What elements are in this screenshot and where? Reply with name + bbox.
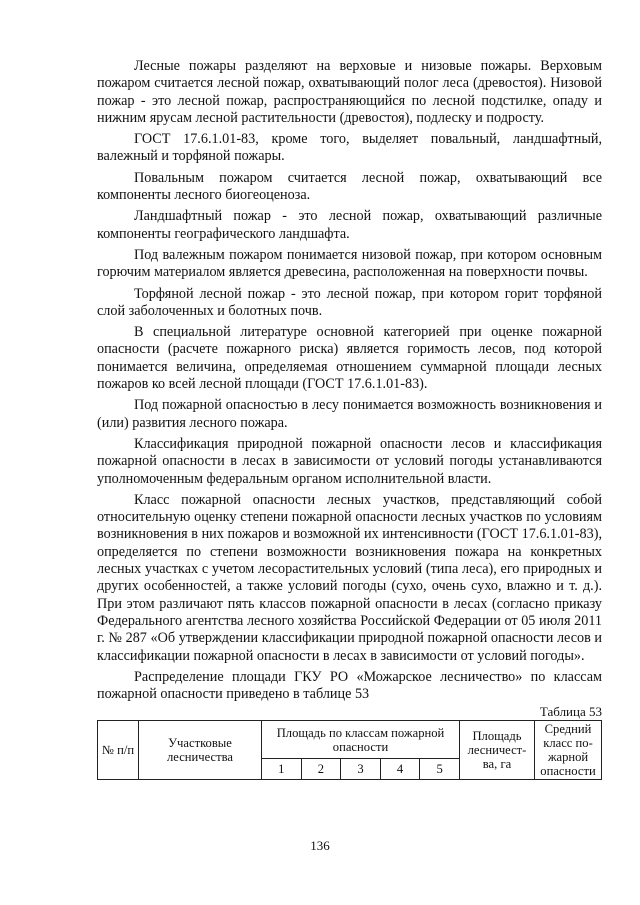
- class-column-header: 1: [262, 759, 302, 780]
- paragraph: Торфяной лесной пожар - это лесной пожар, при котором горит торфяной слой заболоченных и болотных почв.: [97, 285, 602, 319]
- header-total-area: Площадь лесничест-ва, га: [460, 721, 535, 780]
- header-number: № п/п: [98, 721, 139, 780]
- paragraph: Ландшафтный пожар - это лесной пожар, охватывающий различные компоненты географического ландшафта.: [97, 208, 602, 242]
- paragraph: Повальным пожаром считается лесной пожар, охватывающий все компоненты лесного биогеоценоза.: [97, 169, 602, 204]
- table-header-row: [98, 721, 602, 759]
- page-number: 136: [310, 838, 330, 853]
- paragraph: Под пожарной опасностью в лесу понимается возможность возникновения и (или) развития лесного пожара.: [97, 397, 602, 431]
- table-caption: Таблица 53: [539, 704, 602, 720]
- header-area-group: Площадь по классам пожарной опасности: [262, 721, 460, 759]
- class-column-header: 4: [380, 759, 420, 780]
- fire-class-table: [97, 720, 602, 780]
- paragraph: Лесные пожары разделяют на верховые и низовые пожары. Верховым пожаром считается лесной пожар, охватывающий полог леса (древостоя). Низовой пожар - это лесной пожар, распространяющийся по лесной подстилке, опаду и нижним ярусам лесной растительности (древостоя), подлеску и подросту.: [97, 58, 602, 126]
- paragraph: В специальной литературе основной категорией при оценке пожарной опасности (расчете пожарного риска) является горимость лесов, под которой понимается величина, определяемая отношением суммарной площади лесных пожаров ко всей лесной площади (ГОСТ 17.6.1.01-83).: [97, 324, 602, 393]
- header-district: Участковые лесничества: [139, 721, 262, 780]
- paragraph: Класс пожарной опасности лесных участков, представляющий собой относительную оценку степени пожарной опасности лесных участков по условиям возникновения в них пожаров и возможной их интенсивности (ГОСТ 17.6.1.01-83), определяется по степени возможности возникновения пожара на конкретных лесных участках с учетом лесорастительных условий (типа леса), его природных и других особенностей, а также условий погоды (сухо, очень сухо, влажно и т. д.). При этом различают пять классов пожарной опасности в лесах (согласно приказу Федерального агентства лесного хозяйства Российской Федерации от 05 июля 2011 г. № 287 «Об утверждении классификации природной пожарной опасности лесов и классификации пожарной опасности в лесах в зависимости от условий погоды».: [97, 491, 602, 664]
- paragraph: ГОСТ 17.6.1.01-83, кроме того, выделяет повальный, ландшафтный, валежный и торфяной пожары.: [97, 131, 602, 165]
- paragraph: Под валежным пожаром понимается низовой пожар, при котором основным горючим материалом является древесина, расположенная на поверхности почвы.: [97, 246, 602, 281]
- document-page: [97, 58, 602, 780]
- paragraph: Классификация природной пожарной опасности лесов и классификация пожарной опасности в лесах в зависимости от условий погоды устанавливаются уполномоченным федеральным органом исполнительной власти.: [97, 435, 602, 487]
- class-column-header: 2: [301, 759, 341, 780]
- class-column-header: 5: [420, 759, 460, 780]
- header-average-class: Средний класс по-жарной опасности: [535, 721, 602, 780]
- class-column-header: 3: [341, 759, 381, 780]
- paragraph: Распределение площади ГКУ РО «Можарское лесничество» по классам пожарной опасности приведено в таблице 53: [97, 668, 602, 703]
